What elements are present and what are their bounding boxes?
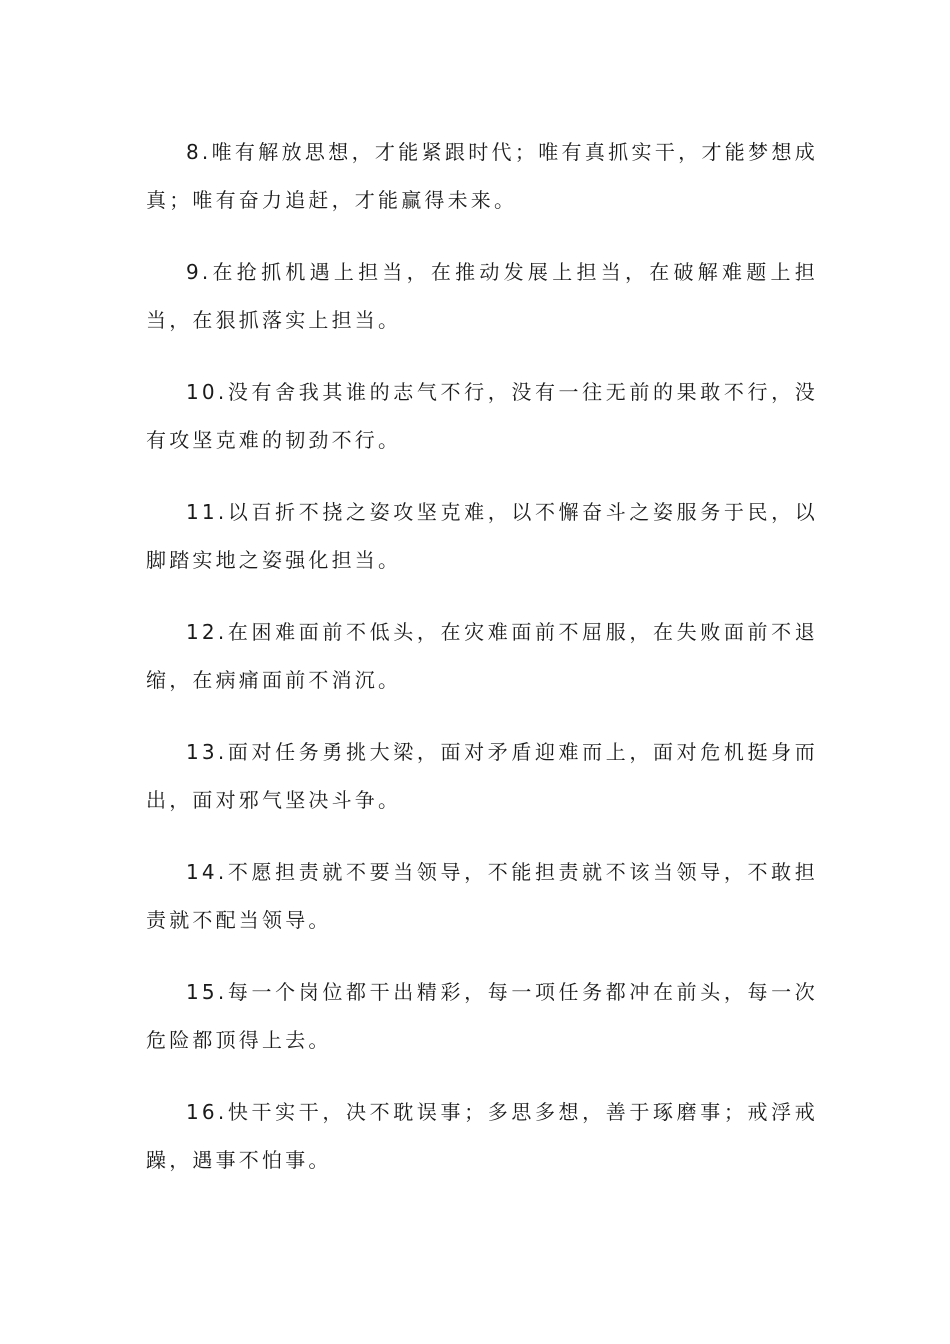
paragraph-8: 8.唯有解放思想，才能紧跟时代；唯有真抓实干，才能梦想成真；唯有奋力追赶，才能赢得未来。: [146, 140, 818, 212]
paragraph-10: 10.没有舍我其谁的志气不行，没有一往无前的果敢不行，没有攻坚克难的韧劲不行。: [146, 380, 818, 452]
paragraph-16: 16.快干实干，决不耽误事；多思多想，善于琢磨事；戒浮戒躁，遇事不怕事。: [146, 1100, 818, 1172]
paragraph-13: 13.面对任务勇挑大梁，面对矛盾迎难而上，面对危机挺身而出，面对邪气坚决斗争。: [146, 740, 818, 812]
paragraph-11: 11.以百折不挠之姿攻坚克难，以不懈奋斗之姿服务于民，以脚踏实地之姿强化担当。: [146, 500, 818, 572]
paragraph-14: 14.不愿担责就不要当领导，不能担责就不该当领导，不敢担责就不配当领导。: [146, 860, 818, 932]
paragraph-15: 15.每一个岗位都干出精彩，每一项任务都冲在前头，每一次危险都顶得上去。: [146, 980, 818, 1052]
paragraph-12: 12.在困难面前不低头，在灾难面前不屈服，在失败面前不退缩，在病痛面前不消沉。: [146, 620, 818, 692]
paragraph-9: 9.在抢抓机遇上担当，在推动发展上担当，在破解难题上担当，在狠抓落实上担当。: [146, 260, 818, 332]
document-body: [146, 128, 818, 1208]
